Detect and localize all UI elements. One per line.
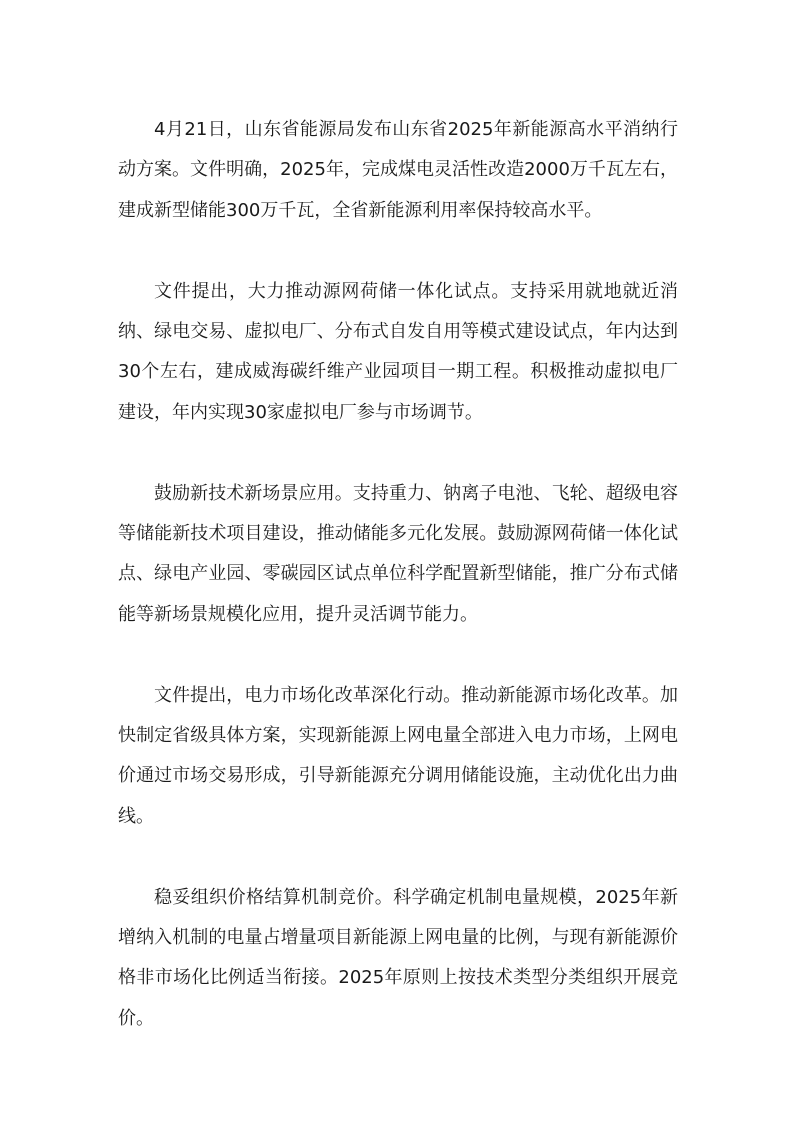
paragraph-market-reform: 文件提出，电力市场化改革深化行动。推动新能源市场化改革。加快制定省级具体方案，实现新能源上网电量全部进入电力市场，上网电价通过市场交易形成，引导新能源充分调用储能设施，主动优化出力曲线。: [118, 684, 678, 827]
document-page: [118, 110, 678, 1080]
paragraph-new-technology: 鼓励新技术新场景应用。支持重力、钠离子电池、飞轮、超级电容等储能新技术项目建设，推动储能多元化发展。鼓励源网荷储一体化试点、绿电产业园、零碳园区试点单位科学配置新型储能，推广分布式储能等新场景规模化应用，提升灵活调节能力。: [118, 482, 678, 625]
paragraph-announcement: 4月21日，山东省能源局发布山东省2025年新能源高水平消纳行动方案。文件明确，2025年，完成煤电灵活性改造2000万千瓦左右，建成新型储能300万千瓦，全省新能源利用率保持较高水平。: [118, 119, 678, 221]
paragraph-price-bidding: 稳妥组织价格结算机制竞价。科学确定机制电量规模，2025年新增纳入机制的电量占增量项目新能源上网电量的比例，与现有新能源价格非市场化比例适当衔接。2025年原则上按技术类型分类组织开展竞价。: [118, 886, 678, 1029]
paragraph-integration-pilot: 文件提出，大力推动源网荷储一体化试点。支持采用就地就近消纳、绿电交易、虚拟电厂、分布式自发自用等模式建设试点，年内达到30个左右，建成威海碳纤维产业园项目一期工程。积极推动虚拟电厂建设，年内实现30家虚拟电厂参与市场调节。: [118, 280, 678, 423]
